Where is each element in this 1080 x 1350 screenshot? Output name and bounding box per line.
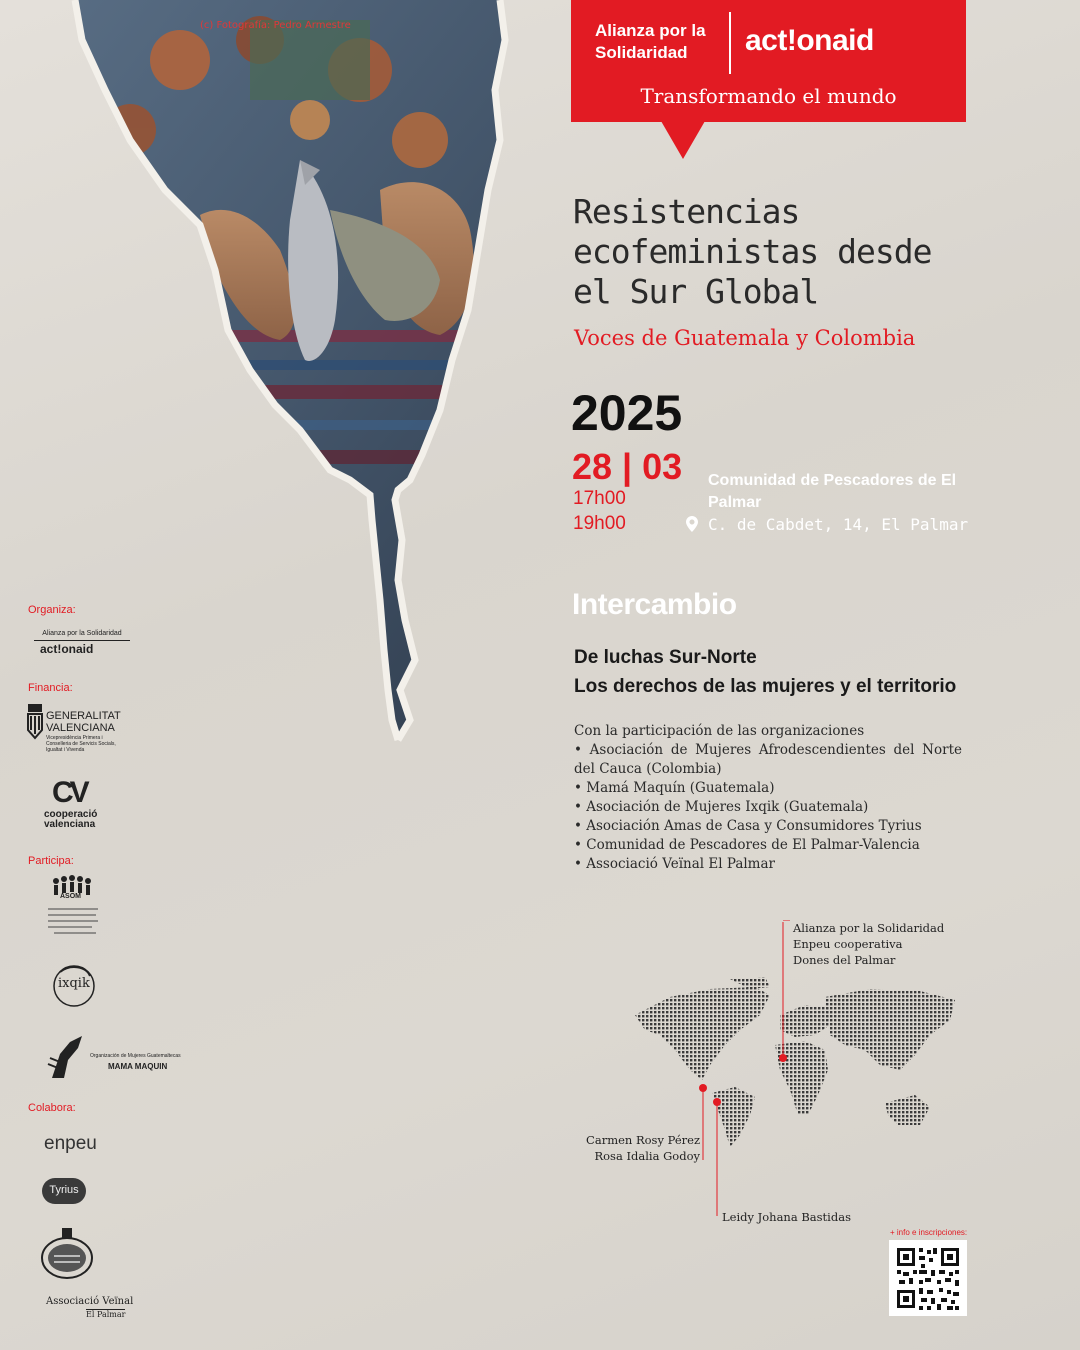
photo-credit: (c) Fotografía: Pedro Armestre xyxy=(200,20,351,31)
header-banner xyxy=(571,0,966,122)
cv-line: valenciana xyxy=(44,819,96,830)
title-line: Resistencias xyxy=(573,192,800,231)
generalitat-logo xyxy=(46,710,121,734)
participa-label: Participa: xyxy=(28,855,74,867)
enpeu-logo: enpeu xyxy=(44,1133,97,1154)
generalitat-subtitle: Vicepresidència Primera i Conselleria de Servicis Socials, Igualtat i Vivenda xyxy=(46,735,116,753)
organiza-label: Organiza: xyxy=(28,604,76,616)
guatemala-marker xyxy=(699,1084,707,1092)
organization-item: • Associació Veïnal El Palmar xyxy=(574,856,775,872)
cooperacio-logo xyxy=(44,810,97,830)
cv-line: cooperació xyxy=(44,809,98,820)
mama-maquin-logo: MAMA MAQUIN xyxy=(108,1062,168,1071)
qr-code[interactable] xyxy=(889,1240,967,1316)
actionaid-logo-text: act!onaid xyxy=(745,24,874,57)
organization-item: • Mamá Maquín (Guatemala) xyxy=(574,780,775,796)
map-label-line: Enpeu cooperativa xyxy=(793,937,903,951)
organiza-logo-top: Alianza por la Solidaridad xyxy=(34,630,130,641)
topic-line: De luchas Sur-Norte xyxy=(574,647,757,668)
ixqik-logo: ixqik xyxy=(58,976,90,991)
map-north-labels xyxy=(793,920,944,968)
program-topics xyxy=(574,643,956,701)
event-address: C. de Cabdet, 14, El Palmar xyxy=(708,515,969,534)
map-guatemala-labels xyxy=(560,1132,700,1164)
title-line: el Sur Global xyxy=(573,272,819,311)
participants-intro: Con la participación de las organizaciones xyxy=(574,723,865,739)
program-heading: Intercambio xyxy=(572,588,737,621)
banner-slogan: Transformando el mundo xyxy=(640,84,897,108)
event-title xyxy=(573,192,1043,312)
tyrius-logo: Tyrius xyxy=(42,1178,86,1204)
location-pin-icon xyxy=(686,516,698,532)
map-colombia-label: Leidy Johana Bastidas xyxy=(722,1210,851,1224)
banner-notch xyxy=(661,121,705,159)
event-year: 2025 xyxy=(571,385,683,441)
organization-item: • Asociación de Mujeres Afrodescendientes del Norte del Cauca (Colombia) xyxy=(574,742,962,777)
alianza-logo-text: Alianza por la Solidaridad xyxy=(595,21,706,62)
map-label-line: Rosa Idalia Godoy xyxy=(594,1149,700,1163)
title-line: ecofeministas desde xyxy=(573,232,932,271)
event-subtitle: Voces de Guatemala y Colombia xyxy=(574,326,916,350)
mama-maquin-subtitle: Organización de Mujeres Guatemaltecas xyxy=(90,1053,181,1059)
map-connectors xyxy=(690,920,800,1225)
event-venue: Comunidad de Pescadores de El Palmar xyxy=(708,472,957,511)
organization-item: • Asociación de Mujeres Ixqik (Guatemala) xyxy=(574,799,869,815)
map-label-line: Dones del Palmar xyxy=(793,953,896,967)
mama-maquin-figure-icon xyxy=(44,1034,88,1080)
topic-line: Los derechos de las mujeres y el territorio xyxy=(574,676,957,697)
asom-text-lines xyxy=(48,905,98,935)
cv-mark: CV xyxy=(52,776,86,809)
spain-marker xyxy=(779,1054,787,1062)
organization-item: • Asociación Amas de Casa y Consumidores Tyrius xyxy=(574,818,922,834)
event-date: 28 | 03 xyxy=(572,446,683,487)
map-label-line: Carmen Rosy Pérez xyxy=(586,1133,700,1147)
time-start: 17h00 xyxy=(573,488,626,509)
gv-line: VALENCIANA xyxy=(46,722,115,734)
asom-logo: ASOM xyxy=(60,893,81,900)
colabora-label: Colabora: xyxy=(28,1102,76,1114)
organiza-logo-bottom: act!onaid xyxy=(40,642,94,656)
organization-item: • Comunidad de Pescadores de El Palmar-Valencia xyxy=(574,837,920,853)
financia-label: Financia: xyxy=(28,682,73,694)
veinal-logo-line: El Palmar xyxy=(86,1310,126,1319)
gv-line: GENERALITAT xyxy=(46,710,121,722)
seal-emblem-icon xyxy=(40,1226,94,1280)
map-label-line: Alianza por la Solidaridad xyxy=(793,921,945,935)
colombia-marker xyxy=(713,1098,721,1106)
participants-list xyxy=(574,722,962,874)
veinal-logo-line: Associació Veïnal xyxy=(46,1296,134,1307)
banner-divider xyxy=(729,12,731,74)
generalitat-shield-icon xyxy=(26,704,44,740)
qr-label: + info e inscripciones: xyxy=(890,1228,968,1237)
time-end: 19h00 xyxy=(573,513,626,534)
